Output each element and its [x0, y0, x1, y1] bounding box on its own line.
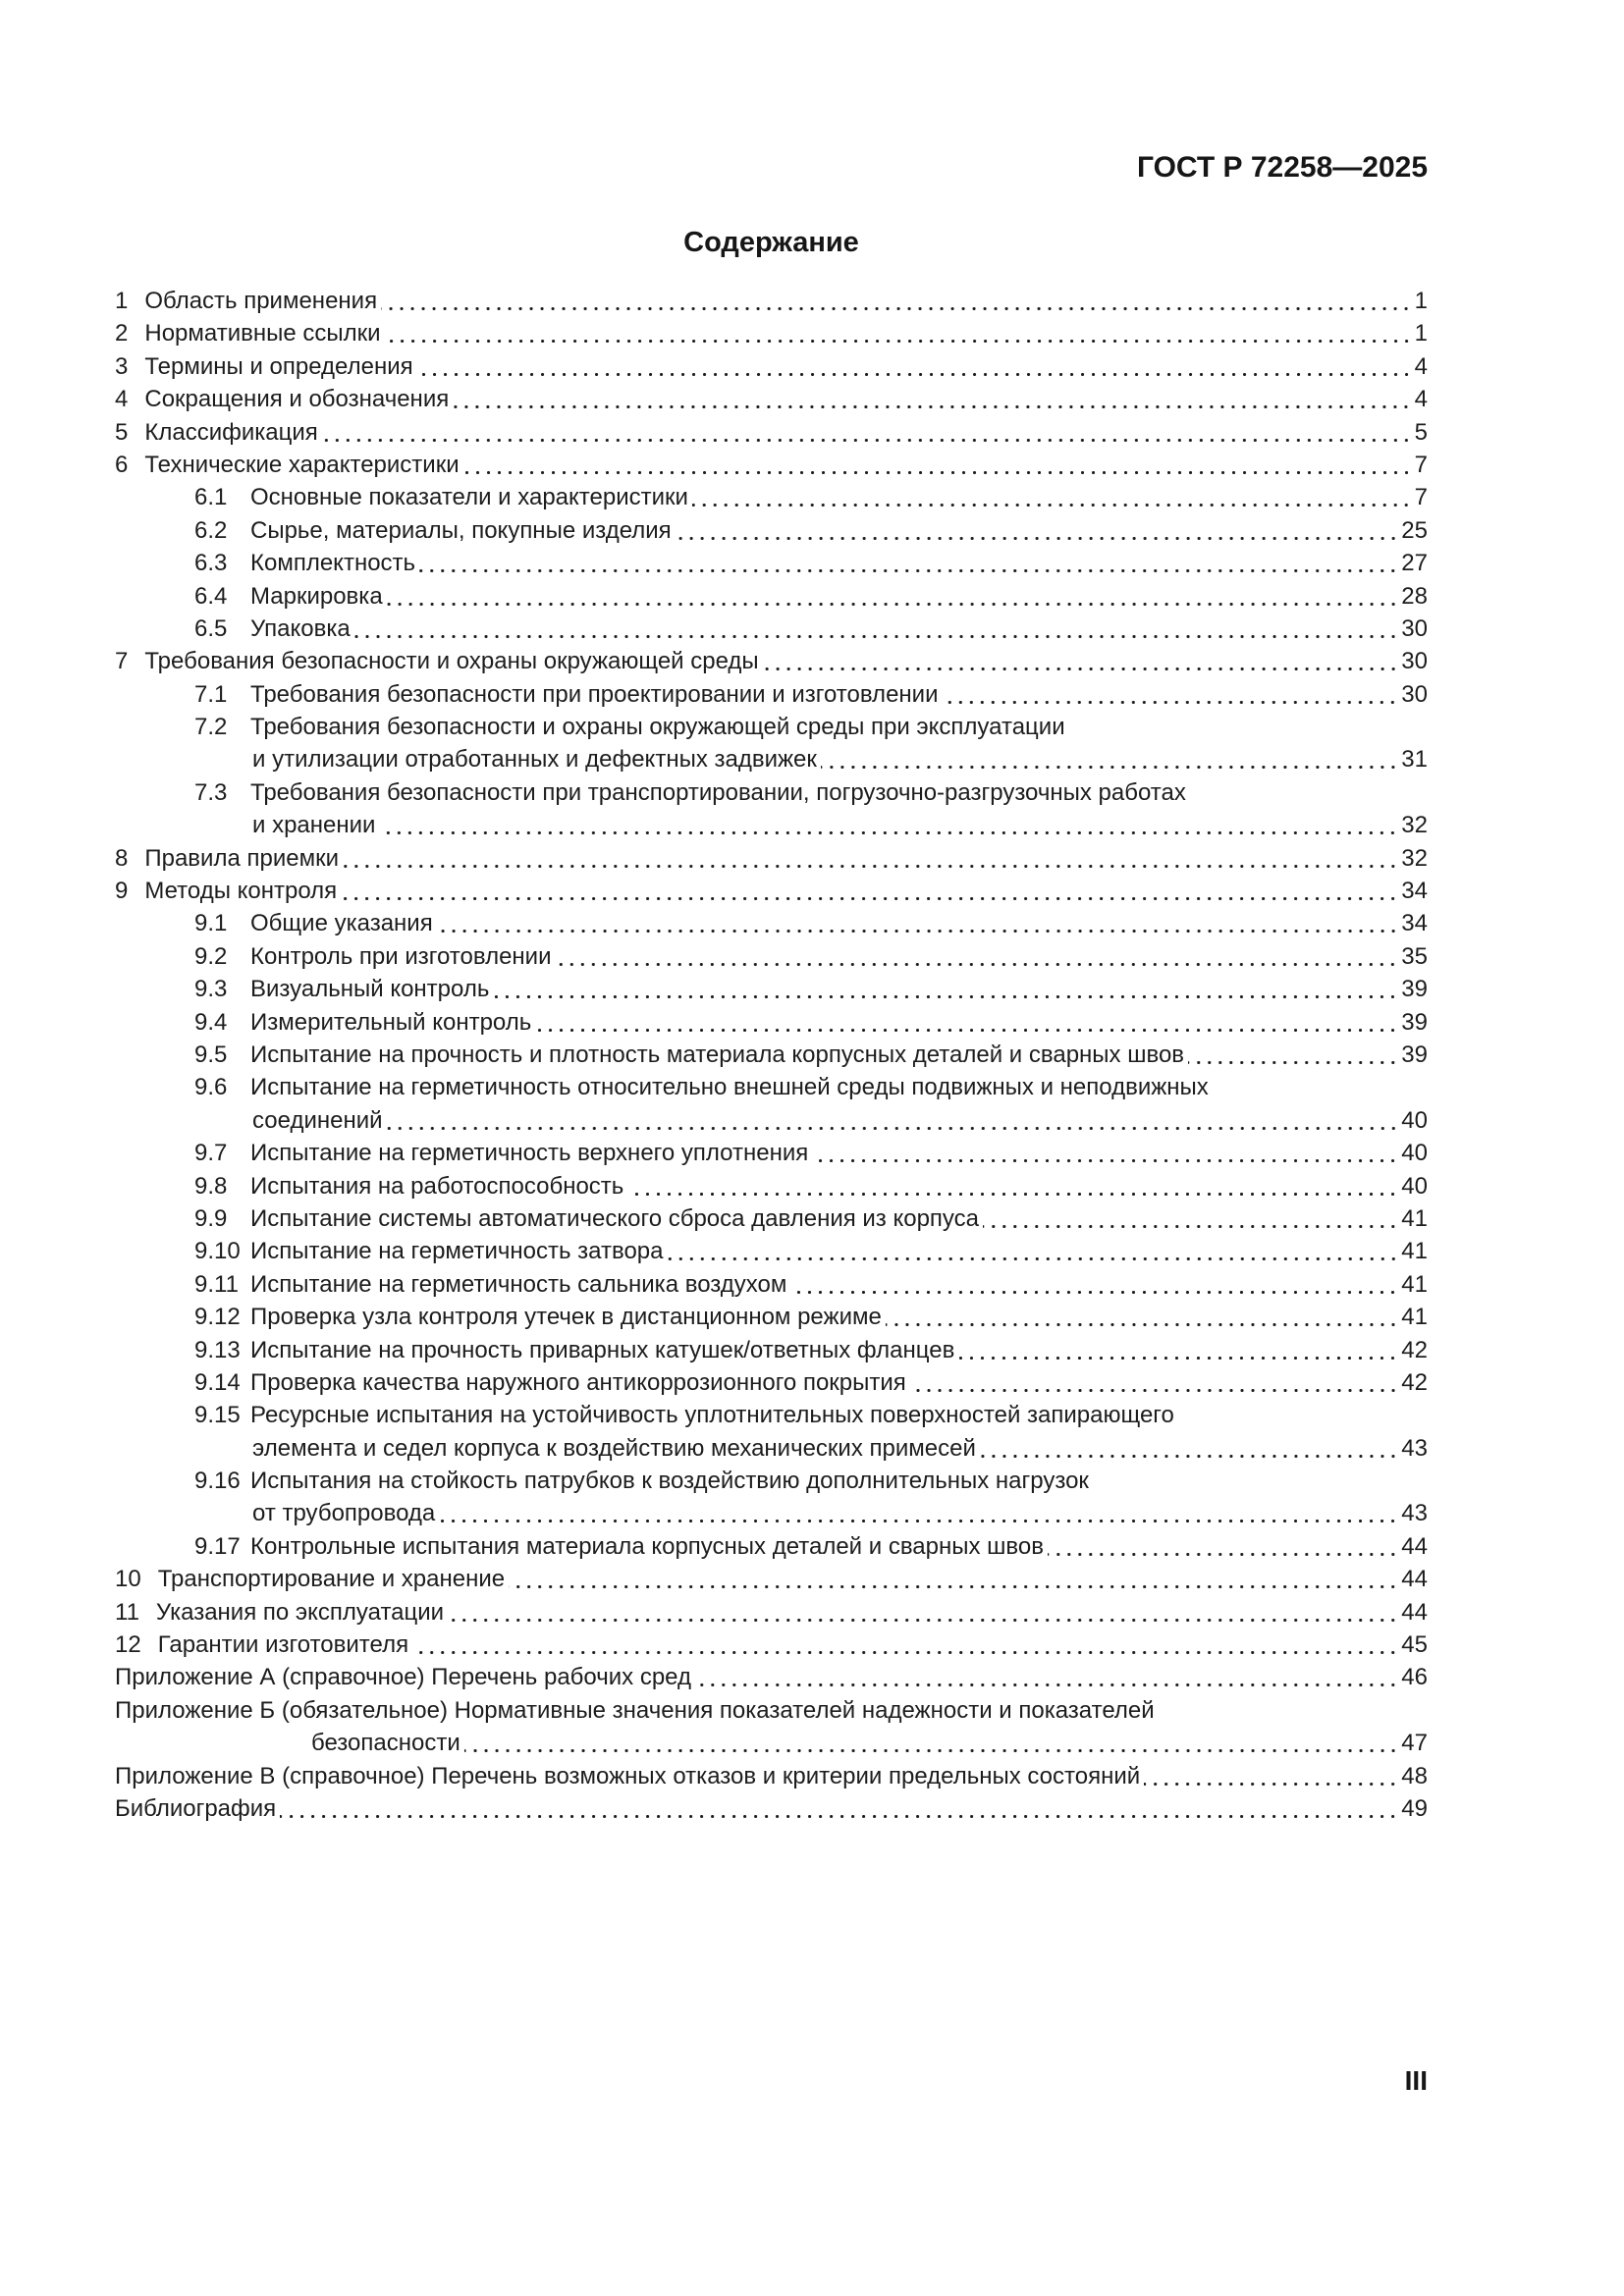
toc-page-number: 40	[1401, 1106, 1428, 1134]
toc-page-number: 1	[1414, 288, 1428, 314]
toc-entry-title: Контрольные испытания материала корпусных деталей и сварных швов	[250, 1532, 1044, 1560]
toc-entry-title: Упаковка	[250, 614, 351, 642]
dot-leader	[555, 963, 1400, 966]
toc-entry-number: 7.1	[194, 680, 228, 708]
toc-row	[115, 973, 1428, 1005]
toc-row	[115, 842, 1428, 875]
toc-page-number: 39	[1401, 1041, 1428, 1068]
toc-entry-title: Проверка качества наружного антикоррозионного покрытия	[250, 1368, 906, 1396]
toc-row	[115, 1301, 1428, 1333]
dot-leader	[1144, 1783, 1400, 1786]
toc-page-number: 42	[1401, 1336, 1428, 1363]
dot-leader	[385, 340, 1414, 343]
dot-leader	[676, 537, 1401, 540]
toc-page-number: 40	[1401, 1172, 1428, 1200]
toc-page-number: 30	[1401, 680, 1428, 708]
toc-row	[115, 1432, 1428, 1465]
toc-entry-title: Библиография	[115, 1794, 277, 1822]
toc-page-number: 44	[1401, 1566, 1428, 1593]
toc-entry-number: 6	[115, 451, 129, 478]
toc-entry-number: 6.3	[194, 550, 228, 577]
toc-page-number: 41	[1401, 1270, 1428, 1298]
toc-row	[115, 1235, 1428, 1267]
toc-entry-number: 6.4	[194, 582, 228, 610]
toc-entry-title: Испытания на стойкость патрубков к воздействию дополнительных нагрузок	[250, 1468, 1089, 1495]
toc-entry-title: Требования безопасности и охраны окружающей среды при эксплуатации	[250, 714, 1065, 741]
toc-entry-number: 2	[115, 320, 129, 347]
toc-entry-title: Проверка узла контроля утечек в дистанционном режиме	[250, 1304, 882, 1331]
toc-entry-number: 6.2	[194, 516, 228, 544]
toc-entry-title: Требования безопасности и охраны окружающей среды	[144, 648, 759, 675]
toc-entry-number: 9.4	[194, 1008, 228, 1036]
toc-entry-title: Гарантии изготовителя	[157, 1631, 409, 1659]
toc-entry-number: 7.2	[194, 714, 228, 741]
toc-page-number: 34	[1401, 878, 1428, 905]
toc-entry-title: и хранении	[252, 812, 376, 839]
toc-entry-number: 9.1	[194, 910, 228, 937]
dot-leader	[379, 831, 1400, 834]
toc-row	[115, 776, 1428, 809]
toc-entry-number: 9.10	[194, 1238, 241, 1265]
toc-entry-number: 6.5	[194, 614, 228, 642]
toc-entry-number: 9.2	[194, 942, 228, 970]
toc-page-number: 35	[1401, 942, 1428, 970]
toc-row	[115, 285, 1428, 317]
dot-leader	[958, 1357, 1400, 1360]
toc-entry-number: 9	[115, 878, 129, 905]
toc-entry-title: Методы контроля	[144, 878, 338, 905]
toc-row	[115, 711, 1428, 743]
toc-entry-number: 9.14	[194, 1368, 241, 1396]
toc-page-number: 30	[1401, 614, 1428, 642]
toc-entry-number: 9.5	[194, 1041, 228, 1068]
toc-entry-title: Испытание на прочность и плотность материала корпусных деталей и сварных швов	[250, 1041, 1185, 1068]
dot-leader	[354, 635, 1401, 638]
toc-entry-number: 7.3	[194, 778, 228, 806]
toc-entry-number: 9.15	[194, 1402, 241, 1429]
toc-entry-number: 9.13	[194, 1336, 241, 1363]
toc-entry-number: 11	[115, 1598, 139, 1626]
toc-row	[115, 1170, 1428, 1202]
toc-entry-title: Испытание на прочность приварных катушек/ответных фланцев	[250, 1336, 955, 1363]
dot-leader	[419, 569, 1400, 572]
toc-entry-title: Приложение А (справочное) Перечень рабочих сред	[115, 1664, 691, 1691]
toc-row	[115, 1202, 1428, 1235]
dot-leader	[381, 307, 1414, 310]
toc-row	[115, 317, 1428, 349]
toc-page-number: 40	[1401, 1140, 1428, 1167]
toc-entry-title: Сырье, материалы, покупные изделия	[250, 516, 672, 544]
dot-leader	[886, 1323, 1400, 1326]
dot-leader	[341, 897, 1400, 900]
toc-page-number: 7	[1414, 451, 1428, 478]
toc-entry-title: от трубопровода	[252, 1500, 436, 1527]
toc-page-number: 5	[1414, 418, 1428, 446]
toc-entry-number: 5	[115, 418, 129, 446]
dot-leader	[448, 1619, 1400, 1622]
toc-row	[115, 1760, 1428, 1792]
toc-entry-title: Требования безопасности при транспортировании, погрузочно-разгрузочных работах	[250, 778, 1186, 806]
toc-row	[115, 875, 1428, 907]
toc-entry-number: 9.6	[194, 1074, 228, 1101]
toc-page-number: 7	[1414, 484, 1428, 511]
toc-row	[115, 645, 1428, 677]
toc-entry-title: Маркировка	[250, 582, 383, 610]
toc-row	[115, 1596, 1428, 1629]
toc-entry-title: Визуальный контроль	[250, 976, 490, 1003]
toc-entry-title: Ресурсные испытания на устойчивость уплотнительных поверхностей запирающего	[250, 1402, 1174, 1429]
dot-leader	[509, 1585, 1400, 1588]
dot-leader	[412, 1651, 1400, 1654]
toc-page-number: 45	[1401, 1631, 1428, 1659]
toc-page-number: 42	[1401, 1368, 1428, 1396]
toc-row	[115, 1497, 1428, 1529]
toc-entry-title: Транспортирование и хранение	[157, 1566, 506, 1593]
toc-row	[115, 449, 1428, 481]
toc-row	[115, 1563, 1428, 1595]
toc-page-number: 41	[1401, 1238, 1428, 1265]
dot-leader	[463, 471, 1414, 474]
dot-leader	[322, 439, 1414, 442]
dot-leader	[983, 1225, 1400, 1228]
toc-entry-number: 3	[115, 352, 129, 380]
toc-row	[115, 1334, 1428, 1366]
toc-entry-title: Измерительный контроль	[250, 1008, 532, 1036]
dot-leader	[535, 1029, 1400, 1032]
toc-row	[115, 416, 1428, 449]
toc-entry-title: Сокращения и обозначения	[144, 386, 450, 413]
toc-row	[115, 1530, 1428, 1563]
toc-page-number: 27	[1401, 550, 1428, 577]
toc-entry-number: 9.16	[194, 1468, 241, 1495]
dot-leader	[980, 1455, 1400, 1458]
toc-entry-title: Приложение Б (обязательное) Нормативные значения показателей надежности и показателей	[115, 1696, 1155, 1724]
toc-row	[115, 1071, 1428, 1103]
toc-page-number: 41	[1401, 1304, 1428, 1331]
toc-row	[115, 809, 1428, 841]
toc-row	[115, 678, 1428, 711]
toc-entry-number: 9.9	[194, 1204, 228, 1232]
toc-page-number: 39	[1401, 1008, 1428, 1036]
toc-page-number: 28	[1401, 582, 1428, 610]
toc-row	[115, 514, 1428, 547]
toc-page-number: 48	[1401, 1762, 1428, 1789]
toc-page-number: 32	[1401, 812, 1428, 839]
toc-entry-title: Испытание на герметичность затвора	[250, 1238, 664, 1265]
toc-row	[115, 481, 1428, 513]
dot-leader	[387, 603, 1401, 606]
dot-leader	[910, 1389, 1401, 1392]
toc-row	[115, 1366, 1428, 1399]
document-code-header: ГОСТ Р 72258—2025	[1136, 151, 1428, 184]
toc-row	[115, 1039, 1428, 1071]
toc-page-number: 49	[1401, 1794, 1428, 1822]
dot-leader	[763, 667, 1401, 670]
toc-row	[115, 383, 1428, 415]
toc-row	[115, 1399, 1428, 1431]
dot-leader	[812, 1159, 1400, 1162]
toc-entry-number: 1	[115, 288, 129, 314]
toc-entry-title: Контроль при изготовлении	[250, 942, 552, 970]
toc-entry-number: 9.3	[194, 976, 228, 1003]
toc-entry-title: Указания по эксплуатации	[155, 1598, 445, 1626]
toc-entry-number: 10	[115, 1566, 141, 1593]
toc-page-number: 44	[1401, 1598, 1428, 1626]
toc-entry-number: 9.7	[194, 1140, 228, 1167]
toc-page-number: 1	[1414, 320, 1428, 347]
toc-entry-number: 6.1	[194, 484, 228, 511]
toc-entry-title: Требования безопасности при проектировании и изготовлении	[250, 680, 939, 708]
dot-leader	[695, 1683, 1400, 1686]
toc-row	[115, 580, 1428, 613]
dot-leader	[464, 1749, 1401, 1752]
toc-page-number: 43	[1401, 1500, 1428, 1527]
toc-row	[115, 1629, 1428, 1661]
toc-row	[115, 907, 1428, 939]
dot-leader	[437, 930, 1401, 933]
toc-page-number: 31	[1401, 746, 1428, 774]
toc-page-number: 46	[1401, 1664, 1428, 1691]
dot-leader	[1188, 1061, 1400, 1064]
toc-page-number: 44	[1401, 1532, 1428, 1560]
toc-entry-title: Испытания на работоспособность	[250, 1172, 624, 1200]
toc-page-number: 30	[1401, 648, 1428, 675]
toc-entry-title: Испытание на герметичность относительно внешней среды подвижных и неподвижных	[250, 1074, 1209, 1101]
toc-entry-title: Испытание системы автоматического сброса давления из корпуса	[250, 1204, 980, 1232]
toc-page-number: 43	[1401, 1434, 1428, 1462]
toc-page-number: 25	[1401, 516, 1428, 544]
toc-entry-title: Комплектность	[250, 550, 416, 577]
toc-row	[115, 1104, 1428, 1137]
toc-entry-title: Термины и определения	[144, 352, 413, 380]
toc-row	[115, 1006, 1428, 1039]
toc-entry-title: Приложение В (справочное) Перечень возможных отказов и критерии предельных состояний	[115, 1762, 1141, 1789]
toc-page-number: 41	[1401, 1204, 1428, 1232]
toc-row	[115, 1792, 1428, 1825]
dot-leader	[627, 1193, 1400, 1196]
toc-row	[115, 1694, 1428, 1727]
toc-row	[115, 1137, 1428, 1169]
toc-row	[115, 940, 1428, 973]
toc-row	[115, 1661, 1428, 1693]
dot-leader	[668, 1257, 1401, 1260]
dot-leader	[692, 504, 1414, 507]
toc-entry-title: Правила приемки	[144, 844, 339, 872]
toc-page-number: 39	[1401, 976, 1428, 1003]
toc-row	[115, 1727, 1428, 1759]
dot-leader	[343, 865, 1400, 868]
toc-entry-title: соединений	[252, 1106, 383, 1134]
toc-entry-title: Технические характеристики	[144, 451, 460, 478]
page-number: III	[1404, 2065, 1428, 2096]
toc-entry-number: 8	[115, 844, 129, 872]
dot-leader	[493, 995, 1400, 998]
toc-entry-number: 9.12	[194, 1304, 241, 1331]
toc-entry-title: безопасности	[311, 1730, 460, 1757]
toc-row	[115, 1268, 1428, 1301]
toc-entry-title: Основные показатели и характеристики	[250, 484, 688, 511]
toc-entry-title: и утилизации отработанных и дефектных задвижек	[252, 746, 817, 774]
dot-leader	[417, 373, 1414, 376]
toc-entry-number: 9.8	[194, 1172, 228, 1200]
toc-entry-number: 4	[115, 386, 129, 413]
toc-row	[115, 350, 1428, 383]
dot-leader	[280, 1815, 1400, 1818]
toc-entry-title: Область применения	[144, 288, 378, 314]
toc-row	[115, 613, 1428, 645]
table-of-contents	[115, 285, 1428, 1825]
dot-leader	[790, 1291, 1400, 1294]
toc-entry-number: 9.11	[194, 1270, 239, 1298]
toc-entry-title: Общие указания	[250, 910, 433, 937]
toc-entry-number: 7	[115, 648, 129, 675]
dot-leader	[387, 1127, 1401, 1130]
toc-page-number: 47	[1401, 1730, 1428, 1757]
dot-leader	[821, 766, 1400, 769]
page-title: Содержание	[683, 227, 859, 258]
toc-row	[115, 1465, 1428, 1497]
toc-page-number: 32	[1401, 844, 1428, 872]
dot-leader	[453, 405, 1413, 408]
toc-entry-title: Нормативные ссылки	[144, 320, 381, 347]
toc-page-number: 4	[1414, 352, 1428, 380]
toc-page-number: 34	[1401, 910, 1428, 937]
toc-entry-title: Классификация	[144, 418, 318, 446]
toc-entry-number: 9.17	[194, 1532, 241, 1560]
dot-leader	[1048, 1553, 1400, 1556]
dot-leader	[439, 1520, 1400, 1522]
toc-row	[115, 547, 1428, 579]
toc-entry-title: Испытание на герметичность верхнего уплотнения	[250, 1140, 809, 1167]
toc-page-number: 4	[1414, 386, 1428, 413]
toc-entry-title: элемента и седел корпуса к воздействию механических примесей	[252, 1434, 976, 1462]
toc-entry-number: 12	[115, 1631, 141, 1659]
toc-entry-title: Испытание на герметичность сальника воздухом	[250, 1270, 787, 1298]
dot-leader	[942, 701, 1400, 704]
toc-row	[115, 743, 1428, 775]
